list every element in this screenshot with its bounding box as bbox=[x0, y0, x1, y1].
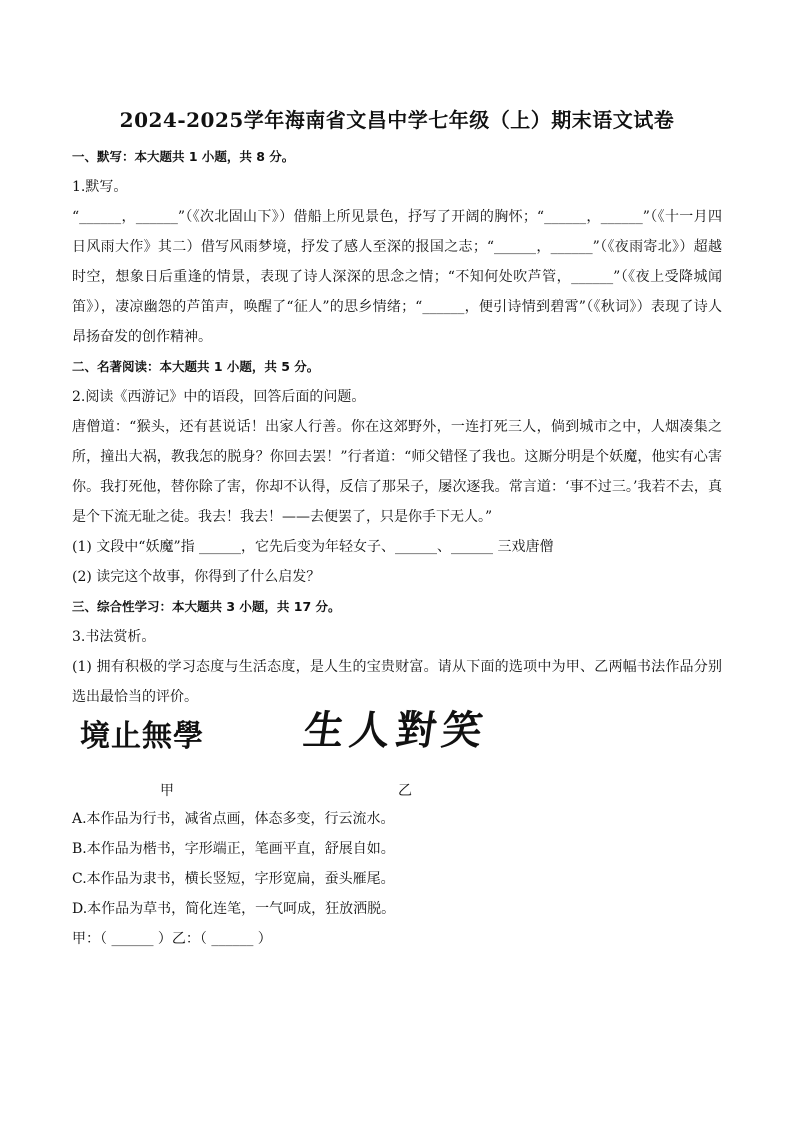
question-3-sub-1: (1) 拥有积极的学习态度与生活态度，是人生的宝贵财富。请从下面的选项中为甲、乙两幅书法作品分别选出最恰当的评价。 bbox=[72, 659, 722, 705]
answer-line: 甲：（ ______ ）乙：（ ______ ） bbox=[72, 931, 272, 947]
calligraphy-jia: 境止無學 bbox=[80, 719, 204, 754]
option-a: A.本作品为行书，减省点画，体态多变，行云流水。 bbox=[72, 811, 395, 827]
question-2-passage: 唐僧道：“猴头，还有甚说话！出家人行善。你在这郊野外，一连打死三人，倘到城市之中，人烟凑集之所，撞出大祸，教我怎的脱身？你回去罢！”行者道：“师父错怪了我也。这厮分明是个妖魔，他实有心害你。我打死他，替你除了害，你却不认得，反信了那呆子，屡次逐我。常言道：‘事不过三。’我若不去，真是个下流无耻之徒。我去！我去！——去便罢了，只是你手下无人。” bbox=[72, 419, 722, 525]
exam-title: 2024-2025学年海南省文昌中学七年级（上）期末语文试卷 bbox=[119, 108, 675, 132]
option-c: C.本作品为隶书，横长竖短，字形宽扁，蚕头雁尾。 bbox=[72, 871, 395, 887]
question-1-heading: 1.默写。 bbox=[72, 179, 128, 195]
calligraphy-labels bbox=[72, 776, 722, 804]
section-heading-2: 二、名著阅读：本大题共 1 小题，共 5 分。 bbox=[72, 359, 320, 374]
calligraphy-images bbox=[72, 707, 722, 776]
exam-content bbox=[72, 142, 722, 954]
section-heading-1: 一、默写：本大题共 1 小题，共 8 分。 bbox=[72, 149, 295, 164]
option-d: D.本作品为草书，简化连笔，一气呵成，狂放洒脱。 bbox=[72, 901, 396, 917]
question-1-body: “______，______”（《次北固山下》）借船上所见景色，抒写了开阔的胸怀；“______，______”（《十一月四日风雨大作》其二）借写风雨梦境，抒发了感人至深的报国之志；“______，______”（《夜雨寄北》）超越时空，想象日后重逢的情景，表现了诗人深深的思念之情；“不知何处吹芦管，______”（《夜上受降城闻笛》），凄凉幽怨的芦笛声，唤醒了“征人”的思乡情绪；“______，便引诗情到碧霄”（《秋词》）表现了诗人昂扬奋发的创作精神。 bbox=[72, 209, 722, 345]
label-jia: 甲 bbox=[160, 783, 174, 799]
question-2-sub-2: (2) 读完这个故事，你得到了什么启发？ bbox=[72, 569, 321, 585]
question-2-heading: 2.阅读《西游记》中的语段，回答后面的问题。 bbox=[72, 389, 366, 405]
calligraphy-yi: 生人對笑 bbox=[300, 707, 492, 754]
label-yi: 乙 bbox=[398, 783, 412, 799]
option-b: B.本作品为楷书，字形端正，笔画平直，舒展自如。 bbox=[72, 841, 395, 857]
question-3-heading: 3.书法赏析。 bbox=[72, 629, 156, 645]
section-heading-3: 三、综合性学习：本大题共 3 小题，共 17 分。 bbox=[72, 599, 341, 614]
question-2-sub-1: (1) 文段中“妖魔”指 ______，它先后变为年轻女子、______、______ 三戏唐僧 bbox=[72, 539, 554, 555]
